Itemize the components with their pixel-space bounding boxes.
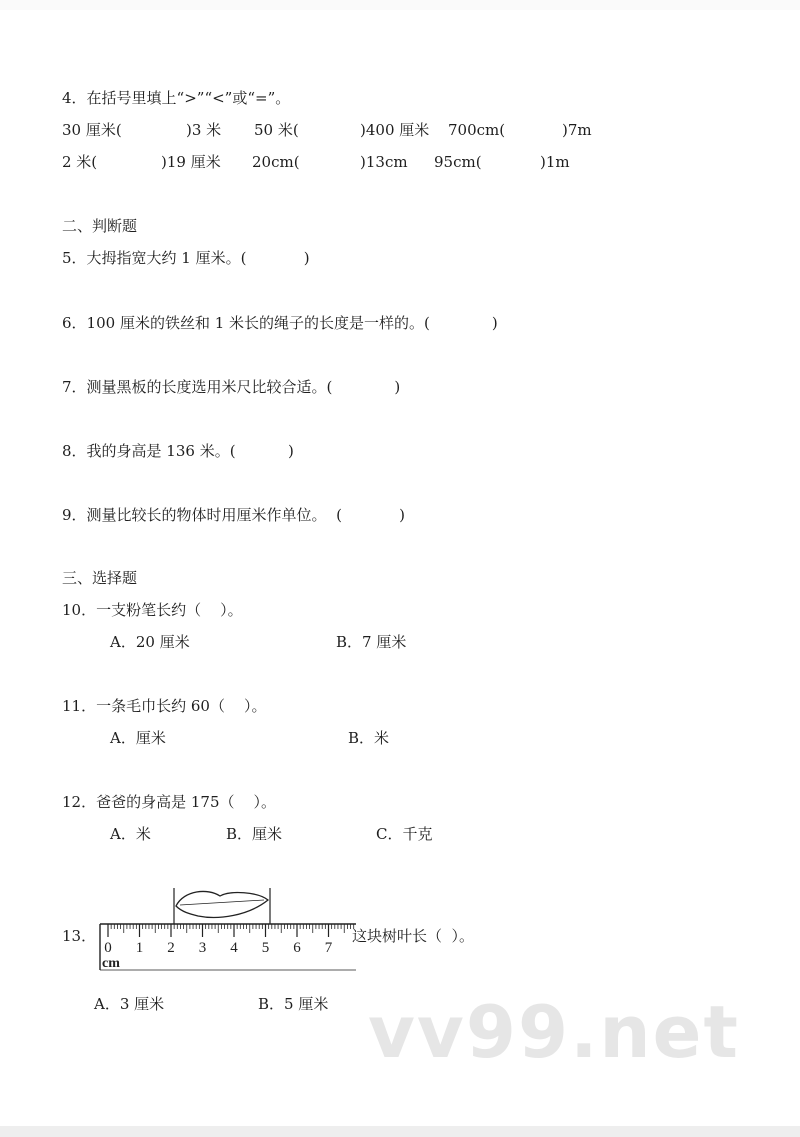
q4-row2-item1-left: 2 米( xyxy=(62,153,98,171)
ruler-unit-label: cm xyxy=(102,956,120,971)
ruler-figure xyxy=(98,884,360,974)
page-bottom-edge xyxy=(0,1126,800,1137)
q4-row1-item3-left: 700cm( xyxy=(448,121,506,139)
q12-option-c: C．千克 xyxy=(376,825,433,843)
q4-row2-item2-left: 20cm( xyxy=(252,153,300,171)
section3-title: 三、选择题 xyxy=(62,569,138,587)
q4-row2-item2-right: )13cm xyxy=(360,153,408,171)
q13-number: 13． xyxy=(62,927,97,945)
ruler-label: 0 xyxy=(104,940,112,956)
page-top-edge xyxy=(0,0,800,10)
watermark-text: vv99.net xyxy=(368,990,740,1074)
q4-row1-item2-right: )400 厘米 xyxy=(360,121,430,139)
q11-option-a: A．厘米 xyxy=(110,729,166,747)
ruler-label: 4 xyxy=(230,940,238,956)
q4-row2-item1-right: )19 厘米 xyxy=(161,153,221,171)
q6-text: 6．100 厘米的铁丝和 1 米长的绳子的长度是一样的。( ) xyxy=(62,314,498,332)
ruler xyxy=(100,924,356,971)
q4-row1-item3-right: )7m xyxy=(562,121,592,139)
ruler-label: 6 xyxy=(293,940,301,956)
q10-option-b: B．7 厘米 xyxy=(336,633,407,651)
q4-row2-item3-left: 95cm( xyxy=(434,153,482,171)
ruler-label: 3 xyxy=(198,940,207,956)
q12-option-b: B．厘米 xyxy=(226,825,283,843)
q4-row2-item3-right: )1m xyxy=(540,153,570,171)
ruler-leaf-diagram xyxy=(98,884,360,974)
q13-option-a: A．3 厘米 xyxy=(94,995,165,1013)
ruler-label: 7 xyxy=(324,940,333,956)
q9-text: 9．测量比较长的物体时用厘米作单位。 ( ) xyxy=(62,506,406,524)
section2-title: 二、判断题 xyxy=(62,217,138,235)
ruler-label: 1 xyxy=(135,940,144,956)
q13-option-b: B．5 厘米 xyxy=(258,995,329,1013)
q4-row1-item1-left: 30 厘米( xyxy=(62,121,122,139)
q4-prompt: 4．在括号里填上“>”“<”或“=”。 xyxy=(62,89,291,107)
q5-text: 5．大拇指宽大约 1 厘米。( ) xyxy=(62,249,310,267)
q4-row1-item1-right: )3 米 xyxy=(186,121,222,139)
leaf-vein xyxy=(180,900,264,905)
ruler-label: 5 xyxy=(261,940,270,956)
q13-suffix: 这块树叶长（ ）。 xyxy=(352,927,475,945)
q10-option-a: A．20 厘米 xyxy=(110,633,190,651)
q12-option-a: A．米 xyxy=(110,825,151,843)
q4-row1-item2-left: 50 米( xyxy=(254,121,299,139)
q8-text: 8．我的身高是 136 米。( ) xyxy=(62,442,294,460)
q11-option-b: B．米 xyxy=(348,729,390,747)
q7-text: 7．测量黑板的长度选用米尺比较合适。( ) xyxy=(62,378,401,396)
q11-prompt: 11．一条毛巾长约 60（ ）。 xyxy=(62,697,267,715)
ruler-label: 2 xyxy=(167,940,175,956)
q10-prompt: 10．一支粉笔长约（ ）。 xyxy=(62,601,243,619)
q12-prompt: 12．爸爸的身高是 175（ ）。 xyxy=(62,793,277,811)
